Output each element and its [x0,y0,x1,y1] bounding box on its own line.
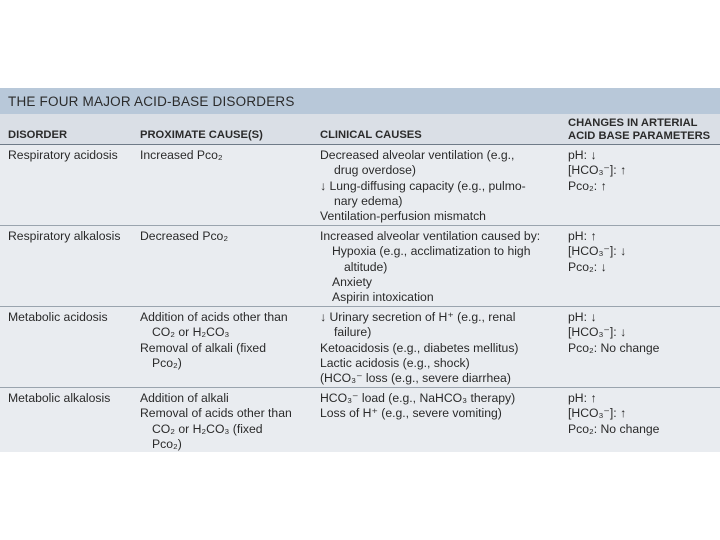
table-title-bar [0,88,720,114]
clinical-line: ↓ Lung-diffusing capacity (e.g., pulmo- [320,178,526,193]
proximate-line: Removal of alkali (fixed [140,340,266,355]
changes-line: pH: ↓ [568,148,597,162]
cell-proximate [140,310,316,371]
cell-disorder: Respiratory alkalosis [8,229,121,243]
cell-changes [568,310,718,356]
changes-line: pH: ↓ [568,310,597,324]
cell-clinical [320,148,560,224]
proximate-line: CO₂ or H₂CO₃ [152,325,230,340]
header-proximate-cause: PROXIMATE CAUSE(S) [140,129,263,141]
cell-changes [568,391,718,437]
changes-line: [HCO₃⁻]: ↓ [568,325,627,340]
clinical-line: Loss of H⁺ (e.g., severe vomiting) [320,406,502,421]
changes-line: Pco₂: No change [568,340,660,355]
proximate-line: Pco₂) [152,436,182,451]
table-title: THE FOUR MAJOR ACID-BASE DISORDERS [8,94,295,109]
proximate-line: Pco₂) [152,355,182,370]
clinical-line: ↓ Urinary secretion of H⁺ (e.g., renal [320,310,516,324]
header-clinical-causes: CLINICAL CAUSES [320,129,422,141]
clinical-line: altitude) [344,259,388,274]
cell-proximate [140,229,316,244]
clinical-line: Hypoxia (e.g., acclimatization to high [332,244,531,259]
cell-clinical [320,310,560,386]
table-row [0,225,720,312]
header-disorder: DISORDER [8,129,68,141]
clinical-line: Aspirin intoxication [332,290,434,305]
changes-line: Pco₂: ↓ [568,259,607,274]
clinical-line: Decreased alveolar ventilation (e.g., [320,148,515,162]
clinical-line: drug overdose) [334,163,416,178]
proximate-line: Addition of acids other than [140,310,288,324]
clinical-line: Ventilation-perfusion mismatch [320,209,486,224]
changes-line: [HCO₃⁻]: ↓ [568,244,627,259]
header-changes-line1: CHANGES IN ARTERIAL [568,117,698,129]
changes-line: [HCO₃⁻]: ↑ [568,163,627,178]
clinical-line: HCO₃⁻ load (e.g., NaHCO₃ therapy) [320,391,516,405]
clinical-line: failure) [334,325,372,340]
changes-line: Pco₂: ↑ [568,178,607,193]
cell-clinical [320,229,560,305]
cell-changes [568,229,718,275]
changes-line: [HCO₃⁻]: ↑ [568,406,627,421]
table-row [0,387,720,453]
proximate-line: Addition of alkali [140,391,229,405]
table-row [0,145,720,233]
clinical-line: Lactic acidosis (e.g., shock) [320,355,470,370]
cell-disorder: Respiratory acidosis [8,148,118,162]
clinical-line: Ketoacidosis (e.g., diabetes mellitus) [320,340,519,355]
cell-proximate [140,148,316,163]
cell-proximate [140,391,316,452]
changes-line: pH: ↑ [568,391,597,405]
cell-clinical [320,391,560,422]
header-changes [568,117,710,143]
acid-base-table [0,88,720,452]
cell-disorder: Metabolic acidosis [8,310,108,324]
header-changes-line2: ACID BASE PARAMETERS [568,130,711,142]
clinical-line: (HCO₃⁻ loss (e.g., severe diarrhea) [320,371,511,386]
clinical-line: Anxiety [332,274,372,289]
cell-changes [568,148,718,194]
table-header [0,114,720,145]
clinical-line: nary edema) [334,193,403,208]
changes-line: Pco₂: No change [568,421,660,436]
proximate-line: Removal of acids other than [140,406,292,421]
proximate-line: Increased Pco₂ [140,148,223,162]
proximate-line: Decreased Pco₂ [140,229,229,243]
proximate-line: CO₂ or H₂CO₃ (fixed [152,421,263,436]
table-row [0,306,720,389]
cell-disorder: Metabolic alkalosis [8,391,111,405]
clinical-line: Increased alveolar ventilation caused by: [320,229,541,243]
changes-line: pH: ↑ [568,229,597,243]
